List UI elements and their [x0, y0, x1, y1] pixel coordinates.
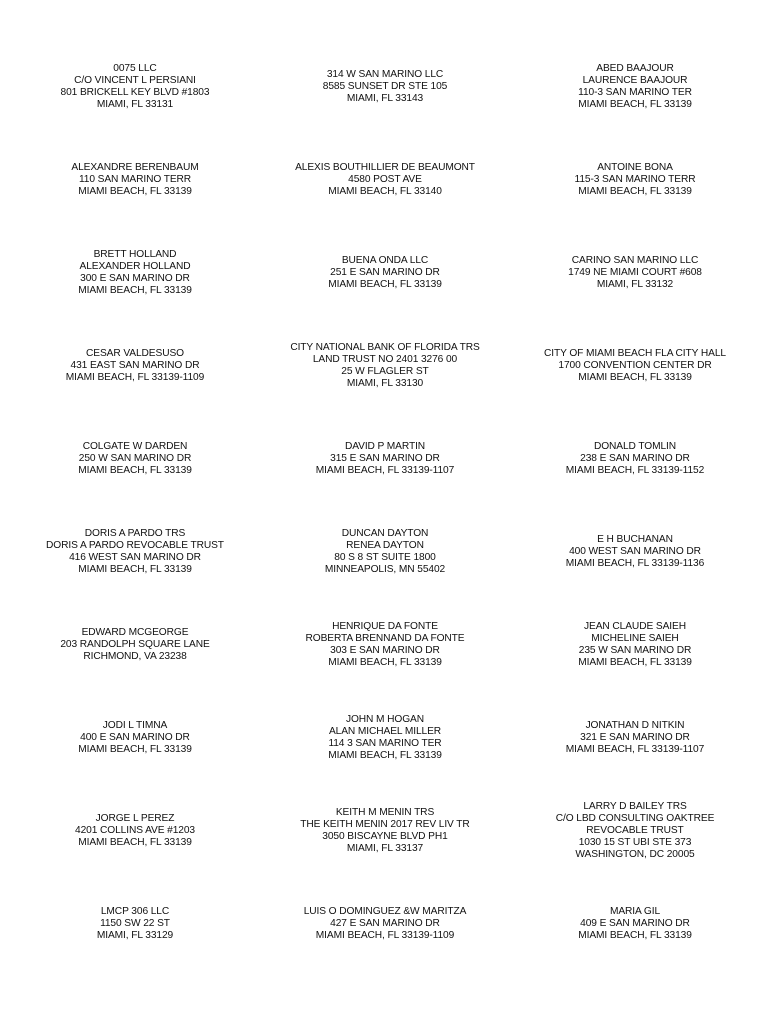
address-line: ALEXANDER HOLLAND: [79, 260, 191, 272]
address-line: HENRIQUE DA FONTE: [332, 621, 438, 633]
address-line: LMCP 306 LLC: [100, 906, 170, 918]
address-line: MIAMI BEACH, FL 33139: [78, 284, 192, 296]
address-label: [500, 599, 770, 692]
address-line: 25 W FLAGLER ST: [341, 365, 429, 377]
address-line: MIAMI BEACH, FL 33139-1136: [565, 558, 705, 570]
address-line: MIAMI BEACH, FL 33139: [328, 657, 442, 669]
address-line: 250 W SAN MARINO DR: [78, 452, 192, 464]
address-label: [270, 878, 500, 971]
address-label: [270, 226, 500, 319]
address-line: 1150 SW 22 ST: [100, 918, 170, 930]
address-line: 0075 LLC: [113, 62, 157, 74]
address-line: MIAMI BEACH, FL 33139: [78, 837, 192, 849]
address-label: [270, 599, 500, 692]
address-line: MIAMI BEACH, FL 33139: [578, 185, 692, 197]
address-line: ALAN MICHAEL MILLER: [328, 726, 442, 738]
address-line: CESAR VALDESUSO: [86, 347, 184, 359]
address-line: CITY NATIONAL BANK OF FLORIDA TRS: [290, 341, 480, 353]
address-line: CITY OF MIAMI BEACH FLA CITY HALL: [543, 347, 726, 359]
address-line: ABED BAAJOUR: [596, 62, 674, 74]
address-line: DUNCAN DAYTON: [341, 528, 429, 540]
address-line: 80 S 8 ST SUITE 1800: [334, 552, 436, 564]
address-label: [0, 505, 270, 598]
address-line: 409 E SAN MARINO DR: [580, 918, 690, 930]
address-line: E H BUCHANAN: [597, 534, 673, 546]
address-label: [0, 412, 270, 505]
address-line: C/O LBD CONSULTING OAKTREE: [555, 813, 715, 825]
address-label: [500, 785, 770, 878]
address-line: JONATHAN D NITKIN: [585, 720, 685, 732]
address-line: 431 EAST SAN MARINO DR: [70, 359, 200, 371]
address-label: [0, 878, 270, 971]
address-line: THE KEITH MENIN 2017 REV LIV TR: [300, 819, 470, 831]
address-line: LARRY D BAILEY TRS: [583, 801, 687, 813]
address-line: MIAMI BEACH, FL 33139: [78, 185, 192, 197]
address-line: MIAMI BEACH, FL 33139-1152: [565, 464, 705, 476]
address-line: 400 WEST SAN MARINO DR: [569, 546, 701, 558]
mailing-label-sheet: [0, 40, 770, 971]
address-line: MIAMI, FL 33129: [96, 930, 174, 942]
address-line: MIAMI, FL 33143: [346, 92, 424, 104]
address-label: [270, 133, 500, 226]
address-label: [500, 133, 770, 226]
address-line: JORGE L PEREZ: [95, 813, 175, 825]
address-line: 416 WEST SAN MARINO DR: [69, 552, 201, 564]
address-label: [0, 785, 270, 878]
address-label: [0, 226, 270, 319]
address-line: BRETT HOLLAND: [93, 248, 177, 260]
address-line: RENEA DAYTON: [346, 540, 424, 552]
address-line: JEAN CLAUDE SAIEH: [584, 621, 686, 633]
address-line: MICHELINE SAIEH: [591, 633, 679, 645]
address-line: 300 E SAN MARINO DR: [80, 272, 190, 284]
address-line: MIAMI BEACH, FL 33139: [578, 930, 692, 942]
address-line: 1700 CONVENTION CENTER DR: [558, 359, 712, 371]
address-line: MIAMI, FL 33132: [596, 278, 674, 290]
address-label: [270, 692, 500, 785]
address-line: 400 E SAN MARINO DR: [80, 732, 190, 744]
address-label: [500, 692, 770, 785]
address-label: [0, 599, 270, 692]
address-line: LUIS O DOMINGUEZ &W MARITZA: [303, 906, 467, 918]
address-label: [270, 505, 500, 598]
address-line: MIAMI BEACH, FL 33139: [78, 564, 192, 576]
address-line: 801 BRICKELL KEY BLVD #1803: [60, 86, 210, 98]
address-line: MIAMI BEACH, FL 33140: [328, 185, 442, 197]
address-line: 115-3 SAN MARINO TERR: [574, 173, 696, 185]
address-line: MIAMI BEACH, FL 33139: [578, 657, 692, 669]
address-line: MIAMI, FL 33131: [96, 98, 174, 110]
address-line: MIAMI BEACH, FL 33139: [78, 464, 192, 476]
address-label: [270, 412, 500, 505]
address-label: [500, 412, 770, 505]
address-line: 8585 SUNSET DR STE 105: [322, 80, 448, 92]
address-line: WASHINGTON, DC 20005: [575, 849, 695, 861]
address-line: DORIS A PARDO REVOCABLE TRUST: [46, 540, 224, 552]
address-label: [500, 226, 770, 319]
address-line: 251 E SAN MARINO DR: [330, 266, 440, 278]
address-line: C/O VINCENT L PERSIANI: [74, 74, 196, 86]
address-line: 3050 BISCAYNE BLVD PH1: [322, 831, 448, 843]
address-line: MARIA GIL: [609, 906, 661, 918]
address-label: [500, 505, 770, 598]
address-line: KEITH M MENIN TRS: [335, 807, 435, 819]
address-line: BUENA ONDA LLC: [341, 254, 429, 266]
address-line: MIAMI BEACH, FL 33139-1107: [565, 744, 705, 756]
address-line: 4580 POST AVE: [348, 173, 422, 185]
address-line: 1030 15 ST UBI STE 373: [578, 837, 692, 849]
address-line: DAVID P MARTIN: [344, 440, 426, 452]
address-line: 321 E SAN MARINO DR: [580, 732, 690, 744]
address-line: ALEXANDRE BERENBAUM: [71, 161, 199, 173]
address-label: [270, 785, 500, 878]
address-line: 110-3 SAN MARINO TER: [578, 86, 692, 98]
address-line: CARINO SAN MARINO LLC: [571, 254, 699, 266]
address-label: [500, 319, 770, 412]
address-line: ROBERTA BRENNAND DA FONTE: [305, 633, 465, 645]
address-line: 427 E SAN MARINO DR: [330, 918, 440, 930]
address-line: MIAMI BEACH, FL 33139: [78, 744, 192, 756]
address-line: COLGATE W DARDEN: [82, 440, 188, 452]
address-line: MIAMI BEACH, FL 33139: [578, 371, 692, 383]
address-line: JOHN M HOGAN: [345, 714, 425, 726]
address-line: MIAMI BEACH, FL 33139-1107: [315, 464, 455, 476]
address-label: [500, 878, 770, 971]
address-line: EDWARD MCGEORGE: [81, 627, 189, 639]
address-label: [0, 692, 270, 785]
address-label: [0, 133, 270, 226]
address-line: RICHMOND, VA 23238: [83, 651, 187, 663]
address-line: 203 RANDOLPH SQUARE LANE: [60, 639, 210, 651]
address-label: [270, 40, 500, 133]
address-line: MINNEAPOLIS, MN 55402: [324, 564, 446, 576]
address-line: REVOCABLE TRUST: [586, 825, 684, 837]
address-label: [0, 319, 270, 412]
address-line: ANTOINE BONA: [597, 161, 673, 173]
address-line: LAND TRUST NO 2401 3276 00: [312, 353, 458, 365]
address-label: [270, 319, 500, 412]
address-line: 1749 NE MIAMI COURT #608: [568, 266, 702, 278]
address-line: MIAMI, FL 33130: [346, 377, 424, 389]
address-line: LAURENCE BAAJOUR: [582, 74, 688, 86]
address-label: [0, 40, 270, 133]
address-line: JODI L TIMNA: [102, 720, 168, 732]
address-label: [500, 40, 770, 133]
address-line: MIAMI BEACH, FL 33139: [578, 98, 692, 110]
address-line: MIAMI, FL 33137: [346, 843, 424, 855]
address-line: MIAMI BEACH, FL 33139: [328, 278, 442, 290]
address-line: DONALD TOMLIN: [593, 440, 677, 452]
address-line: MIAMI BEACH, FL 33139-1109: [315, 930, 455, 942]
address-line: MIAMI BEACH, FL 33139-1109: [65, 371, 205, 383]
address-line: DORIS A PARDO TRS: [84, 528, 186, 540]
address-line: 114 3 SAN MARINO TER: [328, 738, 442, 750]
address-line: 4201 COLLINS AVE #1203: [75, 825, 195, 837]
address-line: 303 E SAN MARINO DR: [330, 645, 440, 657]
address-line: MIAMI BEACH, FL 33139: [328, 750, 442, 762]
address-line: 110 SAN MARINO TERR: [78, 173, 192, 185]
address-line: 314 W SAN MARINO LLC: [326, 68, 444, 80]
address-line: 235 W SAN MARINO DR: [578, 645, 692, 657]
address-line: 315 E SAN MARINO DR: [330, 452, 440, 464]
address-line: ALEXIS BOUTHILLIER DE BEAUMONT: [295, 161, 475, 173]
address-line: 238 E SAN MARINO DR: [580, 452, 690, 464]
